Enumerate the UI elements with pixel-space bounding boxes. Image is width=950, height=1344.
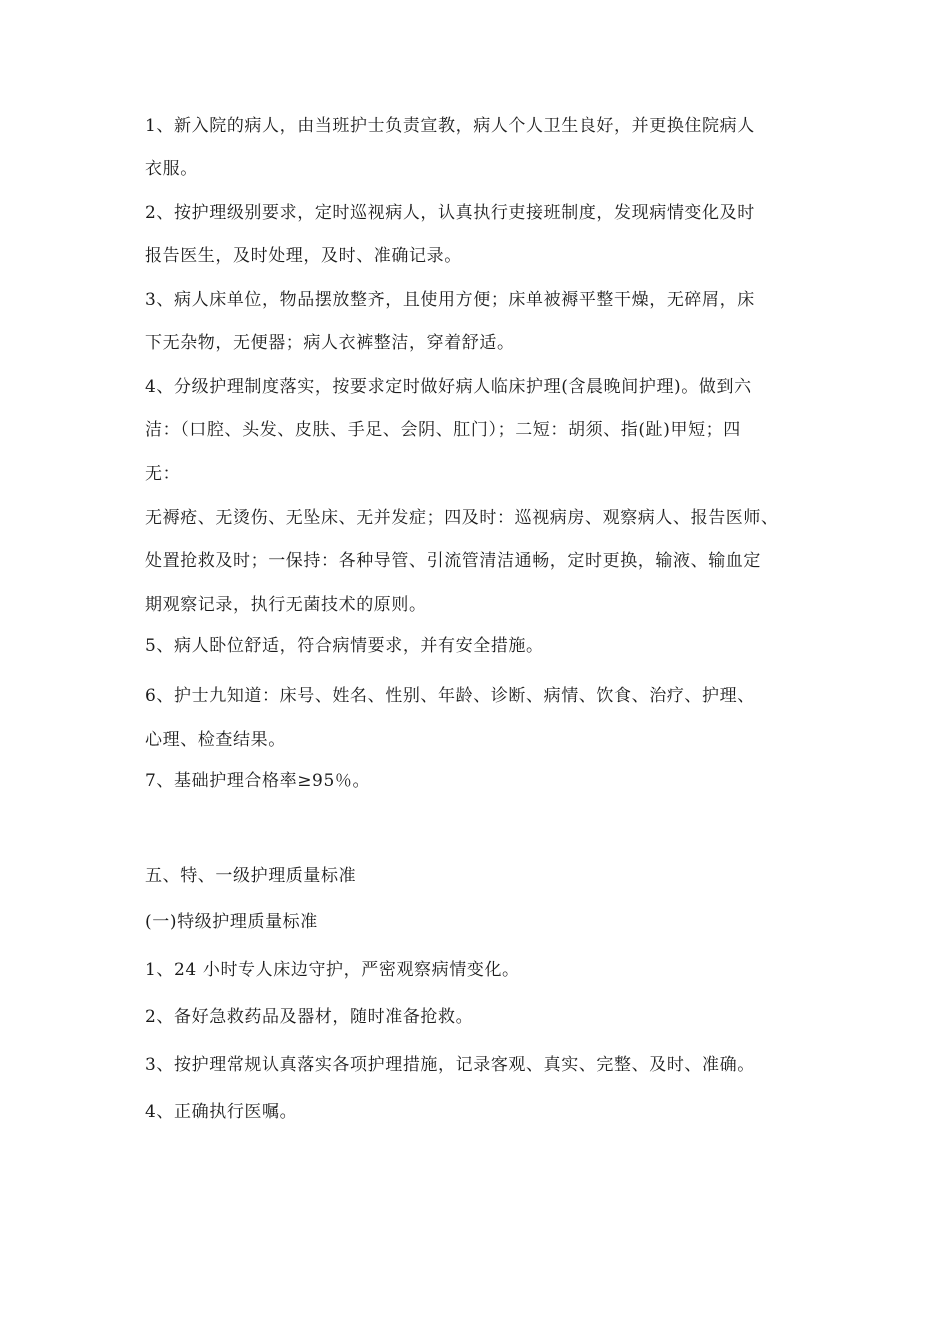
text-line: 期观察记录，执行无菌技术的原则。 [145, 595, 427, 615]
text-line: 下无杂物，无便器；病人衣裤整洁，穿着舒适。 [145, 333, 515, 353]
list-item: 2、备好急救药品及器材，随时准备抢救。 [145, 1007, 474, 1027]
text-line: 心理、检查结果。 [145, 730, 286, 750]
text-line: 7、基础护理合格率≥95％。 [145, 771, 371, 791]
text-line: 3、病人床单位，物品摆放整齐，且使用方便；床单被褥平整干燥，无碎屑，床 [145, 290, 755, 310]
text-line: 无褥疮、无烫伤、无坠床、无并发症；四及时：巡视病房、观察病人、报告医师、 [145, 508, 779, 528]
text-line: 处置抢救及时；一保持：各种导管、引流管清洁通畅，定时更换，输液、输血定 [145, 551, 761, 571]
text-line: 洁：（口腔、头发、皮肤、手足、会阴、肛门）；二短：胡须、指(趾)甲短；四 [145, 420, 741, 440]
text-line: 4、分级护理制度落实，按要求定时做好病人临床护理(含晨晚间护理)。做到六 [145, 377, 752, 397]
text-line: 6、护士九知道：床号、姓名、性别、年龄、诊断、病情、饮食、治疗、护理、 [145, 686, 755, 706]
text-line: 无： [145, 464, 181, 484]
subsection-title: (一)特级护理质量标准 [145, 912, 318, 932]
text-line: 2、按护理级别要求，定时巡视病人，认真执行吏接班制度，发现病情变化及时 [145, 203, 755, 223]
list-item: 1、24 小时专人床边守护，严密观察病情变化。 [145, 960, 520, 980]
list-item: 3、按护理常规认真落实各项护理措施，记录客观、真实、完整、及时、准确。 [145, 1055, 755, 1075]
text-line: 衣服。 [145, 159, 198, 179]
text-line: 报告医生，及时处理，及时、准确记录。 [145, 246, 462, 266]
text-line: 5、病人卧位舒适，符合病情要求，并有安全措施。 [145, 636, 544, 656]
section-title: 五、特、一级护理质量标准 [145, 866, 357, 886]
text-line: 1、新入院的病人，由当班护士负责宣教，病人个人卫生良好，并更换住院病人 [145, 116, 755, 136]
list-item: 4、正确执行医嘱。 [145, 1102, 298, 1122]
